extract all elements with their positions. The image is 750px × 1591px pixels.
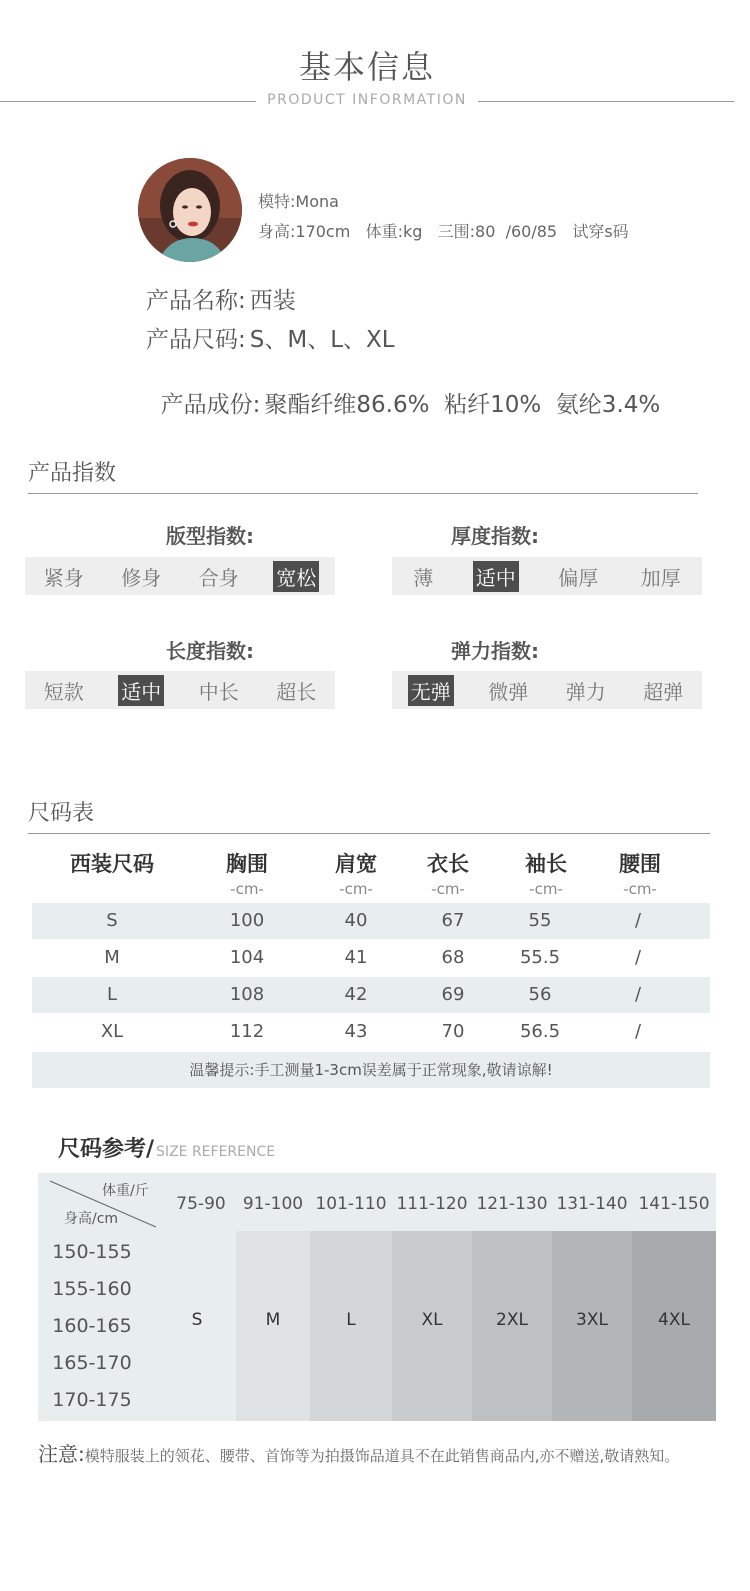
product-name-row [146, 282, 296, 315]
index-option: 修身 [121, 565, 162, 590]
footer-note [38, 1438, 679, 1467]
table-cell: / [634, 947, 642, 968]
index-option-selected: 适中 [118, 675, 164, 706]
divider [478, 101, 734, 102]
index-option: 加厚 [640, 565, 681, 590]
table-cell: 55 [528, 910, 552, 931]
col-unit: -cm- [431, 880, 465, 898]
index-option: 弹力 [565, 679, 606, 704]
table-row [32, 903, 710, 939]
index-option: 短款 [43, 679, 84, 704]
table-cell: 112 [229, 1021, 265, 1042]
table-row [32, 977, 710, 1013]
corner-weight-label: 体重/斤 [102, 1183, 149, 1199]
table-cell: / [634, 1021, 642, 1042]
product-sizes-row [146, 321, 395, 354]
index-title-stretch: 弹力指数: [451, 639, 539, 663]
divider [28, 493, 698, 494]
index-option: 中长 [198, 679, 239, 704]
col-header: 胸围 [226, 852, 268, 876]
col-header: 衣长 [427, 852, 469, 876]
height-range: 165-170 [52, 1352, 132, 1374]
table-cell: 55.5 [519, 947, 561, 968]
index-bar-stretch [392, 671, 702, 709]
col-header: 肩宽 [335, 852, 377, 876]
height-range: 170-175 [52, 1389, 132, 1411]
table-cell: M [104, 947, 120, 968]
size-table-tip: 温馨提示:手工测量1-3cm误差属于正常现象,敬请谅解! [32, 1052, 710, 1088]
table-cell: 40 [344, 910, 368, 931]
table-cell: 104 [229, 947, 265, 968]
size-table-col-length [398, 848, 498, 898]
size-cell: S [158, 1231, 236, 1421]
table-cell: 56 [528, 984, 552, 1005]
index-option: 薄 [413, 565, 434, 590]
size-cell: 4XL [632, 1231, 716, 1421]
height-range: 150-155 [52, 1241, 132, 1263]
index-bar-fit [25, 557, 335, 595]
product-material-row [146, 360, 660, 419]
size-reference-title: 尺码参考/ [58, 1137, 155, 1162]
size-reference-heading [58, 1132, 275, 1163]
index-option: 紧身 [43, 565, 84, 590]
col-unit: -cm- [529, 880, 563, 898]
table-cell: 41 [344, 947, 368, 968]
product-sizes-label: 产品尺码: [146, 327, 246, 353]
table-cell: / [634, 910, 642, 931]
index-bar-length [25, 671, 335, 709]
product-sizes-value: S、M、L、XL [249, 327, 395, 353]
table-cell: 70 [441, 1021, 465, 1042]
table-row [32, 940, 710, 976]
table-cell: 108 [229, 984, 265, 1005]
table-cell: 42 [344, 984, 368, 1005]
page-title: 基本信息 [298, 48, 435, 86]
product-material-label: 产品成份: [160, 392, 261, 418]
index-bar-thickness [392, 557, 702, 595]
table-cell: / [634, 984, 642, 1005]
table-cell: S [106, 910, 118, 931]
col-unit: -cm- [230, 880, 264, 898]
table-row [32, 1014, 710, 1050]
weight-range: 121-130 [476, 1194, 548, 1214]
divider [28, 833, 710, 834]
size-cell: M [236, 1231, 310, 1421]
size-table-col-shoulder [306, 848, 406, 898]
product-name-value: 西装 [249, 288, 296, 314]
size-cell: 2XL [472, 1231, 552, 1421]
weight-range: 91-100 [242, 1194, 304, 1214]
weight-range: 141-150 [638, 1194, 710, 1214]
height-range: 155-160 [52, 1278, 132, 1300]
index-title-thickness: 厚度指数: [451, 524, 539, 548]
size-cell: L [310, 1231, 392, 1421]
table-cell: 69 [441, 984, 465, 1005]
index-option: 合身 [198, 565, 239, 590]
table-cell: 56.5 [519, 1021, 561, 1042]
index-option: 偏厚 [558, 565, 599, 590]
index-option-selected: 适中 [473, 561, 519, 592]
weight-range: 111-120 [396, 1194, 468, 1214]
model-avatar [138, 158, 242, 262]
page-subtitle: PRODUCT INFORMATION [267, 92, 467, 108]
model-name: 模特:Mona [258, 192, 339, 211]
size-table-col-size [32, 848, 192, 878]
table-cell: L [106, 984, 118, 1005]
index-option-selected: 无弹 [408, 675, 454, 706]
index-option-selected: 宽松 [273, 561, 319, 592]
col-header: 袖长 [525, 852, 567, 876]
table-cell: 43 [344, 1021, 368, 1042]
height-range: 160-165 [52, 1315, 132, 1337]
size-table-heading: 尺码表 [28, 801, 95, 826]
product-material-value: 聚酯纤维86.6% 粘纤10% 氨纶3.4% [264, 392, 661, 418]
size-cell: 3XL [552, 1231, 632, 1421]
col-header: 腰围 [619, 852, 661, 876]
size-cell: XL [392, 1231, 472, 1421]
col-unit: -cm- [623, 880, 657, 898]
indices-heading: 产品指数 [28, 461, 117, 486]
size-table-header [32, 848, 710, 902]
table-cell: 68 [441, 947, 465, 968]
table-cell: 67 [441, 910, 465, 931]
size-table-col-waist [590, 848, 690, 898]
corner-height-label: 身高/cm [64, 1211, 119, 1227]
product-name-label: 产品名称: [146, 288, 246, 314]
size-table-col-sleeve [496, 848, 596, 898]
model-stats: 身高:170cm 体重:kg 三围:80 /60/85 试穿s码 [258, 222, 629, 241]
weight-range: 75-90 [176, 1194, 226, 1214]
table-cell: 100 [229, 910, 265, 931]
index-option: 超长 [276, 679, 317, 704]
size-table-col-chest [197, 848, 297, 898]
index-option: 超弹 [643, 679, 684, 704]
size-reference-subtitle: SIZE REFERENCE [156, 1144, 276, 1160]
table-cell: XL [100, 1021, 124, 1042]
note-label: 注意: [38, 1442, 85, 1466]
note-text: 模特服装上的领花、腰带、首饰等为拍摄饰品道具不在此销售商品内,亦不赠送,敬请熟知。 [84, 1447, 680, 1465]
index-title-fit: 版型指数: [166, 524, 254, 548]
weight-range: 101-110 [315, 1194, 387, 1214]
weight-range: 131-140 [556, 1194, 628, 1214]
index-option: 微弹 [488, 679, 529, 704]
col-header: 西装尺码 [70, 852, 154, 876]
index-title-length: 长度指数: [166, 639, 254, 663]
col-unit: -cm- [339, 880, 373, 898]
